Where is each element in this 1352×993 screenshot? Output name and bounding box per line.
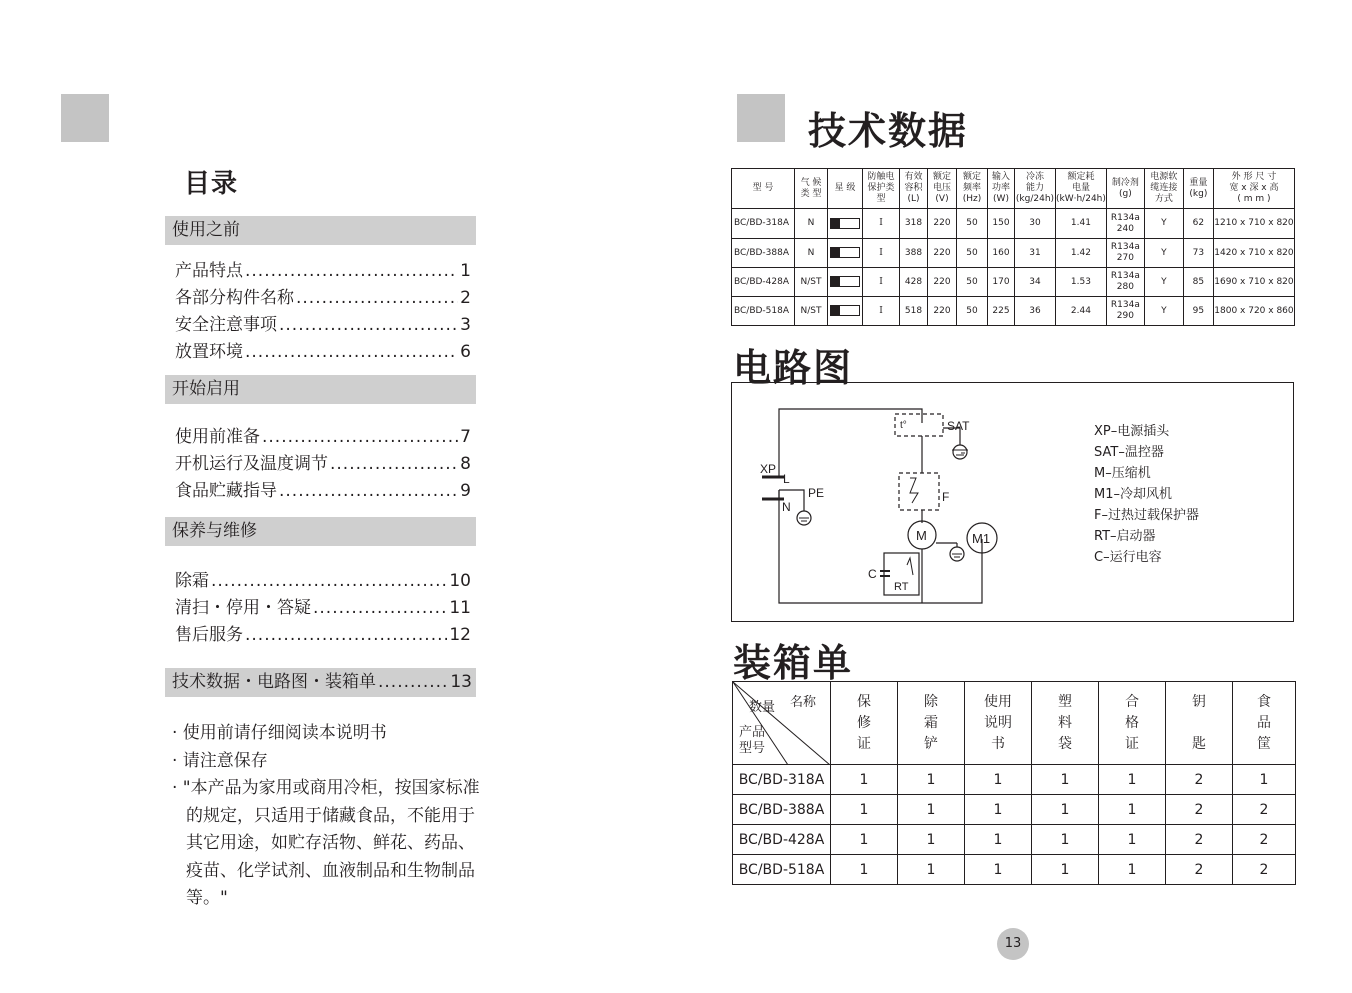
- spec-header: 型 号: [732, 169, 795, 209]
- circuit-label-f: F: [942, 490, 950, 504]
- toc-item[interactable]: 除霜 ..... 10: [175, 566, 471, 593]
- spec-header: 额定 频率 (Hz): [957, 169, 988, 209]
- spec-cell: 1.41: [1056, 209, 1107, 239]
- packing-row: [733, 795, 1296, 825]
- spec-cell: 50: [957, 239, 988, 268]
- circuit-label-n: N: [782, 500, 791, 514]
- spec-cell: 1420 x 710 x 820: [1213, 239, 1294, 268]
- spec-cell: 220: [928, 239, 957, 268]
- toc-section-2-list: [175, 422, 471, 503]
- spec-table: [731, 168, 1295, 326]
- spec-cell: 170: [988, 268, 1015, 297]
- note-line: · "本产品为家用或商用冷柜，按国家标准: [172, 778, 480, 798]
- packing-cell: 2: [1166, 825, 1233, 855]
- packing-cell: 1: [1032, 795, 1099, 825]
- packing-cell: 1: [1099, 795, 1166, 825]
- spec-cell: 62: [1183, 209, 1213, 239]
- packing-header: 食 品 筐: [1233, 682, 1296, 765]
- spec-cell: R134a 280: [1106, 268, 1144, 297]
- packing-header: 合 格 证: [1099, 682, 1166, 765]
- spec-cell-star: [828, 239, 863, 268]
- circuit-label-pe: PE: [808, 486, 825, 500]
- packing-cell: 1: [898, 765, 965, 795]
- spec-cell: Y: [1144, 239, 1183, 268]
- spec-row: [732, 209, 1295, 239]
- packing-cell: 1: [1099, 825, 1166, 855]
- spec-cell: N: [795, 239, 828, 268]
- spec-cell-model: BC/BD-388A: [732, 239, 795, 268]
- circuit-title: 电路图: [733, 346, 854, 390]
- circuit-schematic: [732, 383, 1293, 621]
- spec-cell: 36: [1015, 297, 1056, 326]
- spec-row: [732, 297, 1295, 326]
- spec-cell-star: [828, 297, 863, 326]
- packing-corner-cell: 名称 数量 产品 型号: [733, 682, 831, 765]
- toc-item[interactable]: 售后服务 ..... 12: [175, 620, 471, 647]
- toc-item[interactable]: 清扫・停用・答疑 ..... 11: [175, 593, 471, 620]
- toc-item[interactable]: 各部分构件名称 ..... 2: [175, 283, 471, 310]
- packing-cell-model: BC/BD-518A: [733, 855, 831, 885]
- packing-cell: 1: [831, 825, 898, 855]
- star-rating-icon: [830, 276, 860, 287]
- spec-cell: 30: [1015, 209, 1056, 239]
- packing-header: 塑 料 袋: [1032, 682, 1099, 765]
- legend-item: M–压缩机: [1094, 466, 1151, 481]
- packing-cell: 1: [898, 855, 965, 885]
- spec-cell: 85: [1183, 268, 1213, 297]
- star-rating-icon: [830, 218, 860, 229]
- spec-cell-star: [828, 268, 863, 297]
- spec-cell-model: BC/BD-428A: [732, 268, 795, 297]
- packing-cell: 1: [965, 765, 1032, 795]
- packing-cell: 2: [1166, 795, 1233, 825]
- spec-cell: Y: [1144, 297, 1183, 326]
- page-number-badge: [997, 928, 1029, 960]
- spec-cell: 150: [988, 209, 1015, 239]
- dot-leader: [378, 668, 448, 697]
- circuit-label-m: M: [916, 528, 927, 543]
- spec-cell: 34: [1015, 268, 1056, 297]
- packing-row: [733, 825, 1296, 855]
- note-line: 的规定，只适用于储藏食品，不能用于: [186, 805, 475, 826]
- spec-cell: I: [863, 297, 900, 326]
- toc-title: 目录: [184, 169, 239, 199]
- star-rating-icon: [830, 305, 860, 316]
- spec-cell: 225: [988, 297, 1015, 326]
- packing-cell: 1: [965, 795, 1032, 825]
- toc-section-heading: 保养与维修: [165, 517, 476, 546]
- spec-header: 气 候 类 型: [795, 169, 828, 209]
- tech-data-title: 技术数据: [808, 109, 969, 153]
- packing-cell: 1: [1099, 765, 1166, 795]
- packing-header: 使用 说明 书: [965, 682, 1032, 765]
- toc-section-heading: 使用之前: [165, 216, 476, 245]
- packing-cell: 2: [1233, 855, 1296, 885]
- sat-ground-icon: [953, 445, 967, 459]
- packing-cell: 1: [1032, 855, 1099, 885]
- circuit-label-l: L: [783, 472, 790, 486]
- legend-item: RT–启动器: [1094, 529, 1156, 544]
- packing-header-row: [733, 682, 1296, 765]
- note-line: · 请注意保存: [172, 750, 268, 771]
- packing-cell-model: BC/BD-388A: [733, 795, 831, 825]
- packing-cell: 1: [1032, 765, 1099, 795]
- spec-header: 有效 容积 (L): [900, 169, 928, 209]
- spec-row: [732, 239, 1295, 268]
- circuit-diagram-box: [731, 382, 1294, 622]
- packing-header: 钥 匙: [1166, 682, 1233, 765]
- spec-cell: 220: [928, 209, 957, 239]
- circuit-label-t: t°: [900, 420, 907, 431]
- packing-header: 除 霜 铲: [898, 682, 965, 765]
- left-gray-marker: [61, 94, 109, 142]
- legend-item: SAT–温控器: [1094, 445, 1164, 460]
- spec-cell: 1.53: [1056, 268, 1107, 297]
- packing-cell: 1: [1099, 855, 1166, 885]
- packing-header: 保 修 证: [831, 682, 898, 765]
- spec-cell: 50: [957, 297, 988, 326]
- note-line: 等。": [186, 888, 228, 908]
- spec-cell: 318: [900, 209, 928, 239]
- spec-header: 制冷剂 (g): [1106, 169, 1144, 209]
- packing-cell: 1: [1233, 765, 1296, 795]
- spec-cell: 220: [928, 297, 957, 326]
- spec-cell: 1.42: [1056, 239, 1107, 268]
- spec-cell: 2.44: [1056, 297, 1107, 326]
- packing-cell: 1: [831, 765, 898, 795]
- packing-cell-model: BC/BD-428A: [733, 825, 831, 855]
- packing-row: [733, 765, 1296, 795]
- spec-header: 额定 电压 (V): [928, 169, 957, 209]
- note-line: 疫苗、化学试剂、血液制品和生物制品: [186, 860, 475, 881]
- packing-row: [733, 855, 1296, 885]
- spec-header: 冷冻 能力 (kg/24h): [1015, 169, 1056, 209]
- spec-cell: N/ST: [795, 268, 828, 297]
- usage-notes: [172, 720, 480, 913]
- spec-header: 防触电 保护类 型: [863, 169, 900, 209]
- spec-header: 额定耗 电量 (kW·h/24h): [1056, 169, 1107, 209]
- packing-cell: 2: [1166, 765, 1233, 795]
- page-number: 13: [1004, 936, 1022, 951]
- packing-cell: 1: [1032, 825, 1099, 855]
- spec-cell: 518: [900, 297, 928, 326]
- packing-cell: 1: [831, 855, 898, 885]
- packing-cell: 1: [898, 825, 965, 855]
- toc-item[interactable]: 产品特点 ..... 1: [175, 256, 471, 283]
- spec-cell: 1800 x 720 x 860: [1213, 297, 1294, 326]
- spec-cell: N: [795, 209, 828, 239]
- packing-list-title: 装箱单: [733, 641, 854, 685]
- spec-cell: 1690 x 710 x 820: [1213, 268, 1294, 297]
- toc-item[interactable]: 安全注意事项 ..... 3: [175, 310, 471, 337]
- spec-cell: 50: [957, 209, 988, 239]
- spec-cell: R134a 290: [1106, 297, 1144, 326]
- spec-header: 电源软 缆连接 方式: [1144, 169, 1183, 209]
- packing-cell-model: BC/BD-318A: [733, 765, 831, 795]
- circuit-label-m1: M1: [972, 531, 991, 546]
- spec-cell: 388: [900, 239, 928, 268]
- spec-cell: 95: [1183, 297, 1213, 326]
- toc-last-section[interactable]: 技术数据・电路图・装箱单 ..... 13: [165, 668, 476, 697]
- toc-section-heading: 开始启用: [165, 375, 476, 404]
- packing-table: [732, 681, 1296, 885]
- toc-section-3-list: [175, 566, 471, 647]
- legend-item: XP–电源插头: [1094, 424, 1170, 439]
- spec-header-row: [732, 169, 1295, 209]
- legend-item: M1–冷却风机: [1094, 487, 1172, 502]
- packing-cell: 1: [965, 825, 1032, 855]
- spec-cell: I: [863, 209, 900, 239]
- spec-cell: N/ST: [795, 297, 828, 326]
- circuit-label-sat: SAT: [947, 419, 970, 433]
- spec-header: 重量 (kg): [1183, 169, 1213, 209]
- spec-header: 星 级: [828, 169, 863, 209]
- toc-section-1-list: [175, 256, 471, 364]
- circuit-label-c: C: [868, 567, 877, 581]
- spec-header: 输入 功率 (W): [988, 169, 1015, 209]
- packing-cell: 1: [965, 855, 1032, 885]
- packing-cell: 1: [831, 795, 898, 825]
- spec-cell-model: BC/BD-318A: [732, 209, 795, 239]
- circuit-label-xp: XP: [760, 462, 777, 476]
- spec-header: 外 形 尺 寸 宽 x 深 x 高 ( m m ): [1213, 169, 1294, 209]
- packing-cell: 2: [1233, 795, 1296, 825]
- note-line: 其它用途，如贮存活物、鲜花、药品、: [186, 833, 475, 853]
- spec-cell: 160: [988, 239, 1015, 268]
- spec-cell: R134a 270: [1106, 239, 1144, 268]
- spec-cell: Y: [1144, 268, 1183, 297]
- right-gray-marker: [737, 94, 785, 142]
- note-line: · 使用前请仔细阅读本说明书: [172, 723, 387, 743]
- spec-cell: I: [863, 268, 900, 297]
- toc-item[interactable]: 开机运行及温度调节 ..... 8: [175, 449, 471, 476]
- spec-cell: 220: [928, 268, 957, 297]
- toc-item[interactable]: 食品贮藏指导 ..... 9: [175, 476, 471, 503]
- star-rating-icon: [830, 247, 860, 258]
- legend-item: C–运行电容: [1094, 550, 1162, 565]
- spec-cell: 50: [957, 268, 988, 297]
- spec-cell-star: [828, 209, 863, 239]
- packing-cell: 2: [1233, 825, 1296, 855]
- spec-cell: 31: [1015, 239, 1056, 268]
- legend-item: F–过热过载保护器: [1094, 508, 1199, 523]
- spec-cell: 428: [900, 268, 928, 297]
- circuit-legend: [1094, 421, 1199, 568]
- spec-cell: I: [863, 239, 900, 268]
- circuit-wire: [779, 490, 982, 603]
- spec-row: [732, 268, 1295, 297]
- toc-item[interactable]: 使用前准备 ..... 7: [175, 422, 471, 449]
- circuit-label-rt: RT: [894, 581, 909, 593]
- spec-cell: 73: [1183, 239, 1213, 268]
- overload-protector-symbol: [899, 473, 939, 510]
- packing-cell: 1: [898, 795, 965, 825]
- spec-cell-model: BC/BD-518A: [732, 297, 795, 326]
- spec-cell: Y: [1144, 209, 1183, 239]
- toc-item[interactable]: 放置环境 ..... 6: [175, 337, 471, 364]
- spec-cell: 1210 x 710 x 820: [1213, 209, 1294, 239]
- packing-cell: 2: [1166, 855, 1233, 885]
- spec-cell: R134a 240: [1106, 209, 1144, 239]
